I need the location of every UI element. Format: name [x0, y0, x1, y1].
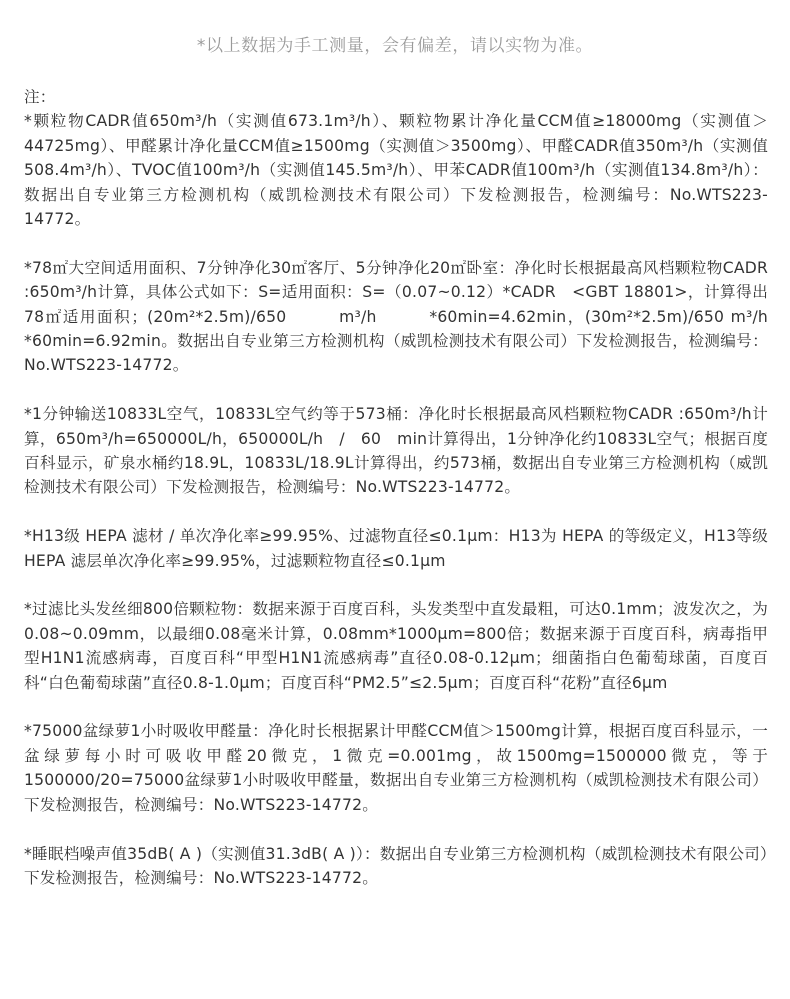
note-cadr-values: *颗粒物CADR值650m³/h（实测值673.1m³/h）、颗粒物累计净化量CCM值≥18000mg（实测值＞44725mg）、甲醛累计净化量CCM值≥1500mg（实测值＞3500mg）、甲醛CADR值350m³/h（实测值508.4m³/h）、TVOC值100m³/h（实测值145.5m³/h）、甲苯CADR值100m³/h（实测值134.8m³/h）：数据出自专业第三方检测机构（威凯检测技术有限公司）下发检测报告，检测编号：No.WTS223-14772。	[24, 112, 768, 229]
note-air-delivery: *1分钟输送10833L空气，10833L空气约等于573桶：净化时长根据最高风档颗粒物CADR :650m³/h计算，650m³/h=650000L/h，650000L/h / 60 min计算得出，1分钟净化约10833L空气；根据百度百科显示，矿泉水桶约18.9L，10833L/18.9L计算得出，约573桶，数据出自专业第三方检测机构（威凯检测技术有限公司）下发检测报告，检测编号：No.WTS223-14772。	[24, 405, 768, 497]
note-pothos-equivalent: *75000盆绿萝1小时吸收甲醛量：净化时长根据累计甲醛CCM值＞1500mg计算，根据百度百科显示，一盆绿萝每小时可吸收甲醛20微克，1微克=0.001mg，故1500mg=1500000微克，等于1500000/20=75000盆绿萝1小时吸收甲醛量，数据出自专业第三方检测机构（威凯检测技术有限公司）下发检测报告，检测编号：No.WTS223-14772。	[24, 722, 768, 814]
note-sleep-noise: *睡眠档噪声值35dB( A )（实测值31.3dB( A )）：数据出自专业第三方检测机构（威凯检测技术有限公司）下发检测报告，检测编号：No.WTS223-14772。	[24, 844, 768, 887]
note-particle-size: *过滤比头发丝细800倍颗粒物：数据来源于百度百科，头发类型中直发最粗，可达0.1mm；波发次之，为0.08~0.09mm，以最细0.08毫米计算，0.08mm*1000μm=800倍；数据来源于百度百科，病毒指甲型H1N1流感病毒，百度百科“甲型H1N1流感病毒”直径0.08-0.12μm；细菌指白色葡萄球菌，百度百科“白色葡萄球菌”直径0.8-1.0μm；百度百科“PM2.5”≤2.5μm；百度百科“花粉”直径6μm	[24, 600, 768, 692]
note-applicable-area: *78㎡大空间适用面积、7分钟净化30㎡客厅、5分钟净化20㎡卧室：净化时长根据最高风档颗粒物CADR :650m³/h计算，具体公式如下：S=适用面积：S=（0.07~0.12）*CADR <GBT 18801>，计算得出78㎡适用面积；(20m²*2.5m)/650 m³/h *60min=4.62min，(30m²*2.5m)/650 m³/h *60min=6.92min。数据出自专业第三方检测机构（威凯检测技术有限公司）下发检测报告，检测编号：No.WTS223-14772。	[24, 258, 768, 375]
disclaimer-text: *以上数据为手工测量，会有偏差，请以实物为准。	[196, 36, 594, 56]
notes-title: 注：	[24, 88, 56, 106]
notes-section	[24, 85, 768, 915]
note-hepa-filter: *H13级 HEPA 滤材 / 单次净化率≥99.95%、过滤物直径≤0.1μm：H13为 HEPA 的等级定义，H13等级 HEPA 滤层单次净化率≥99.95%，过滤颗粒物直径≤0.1μm	[24, 527, 768, 570]
